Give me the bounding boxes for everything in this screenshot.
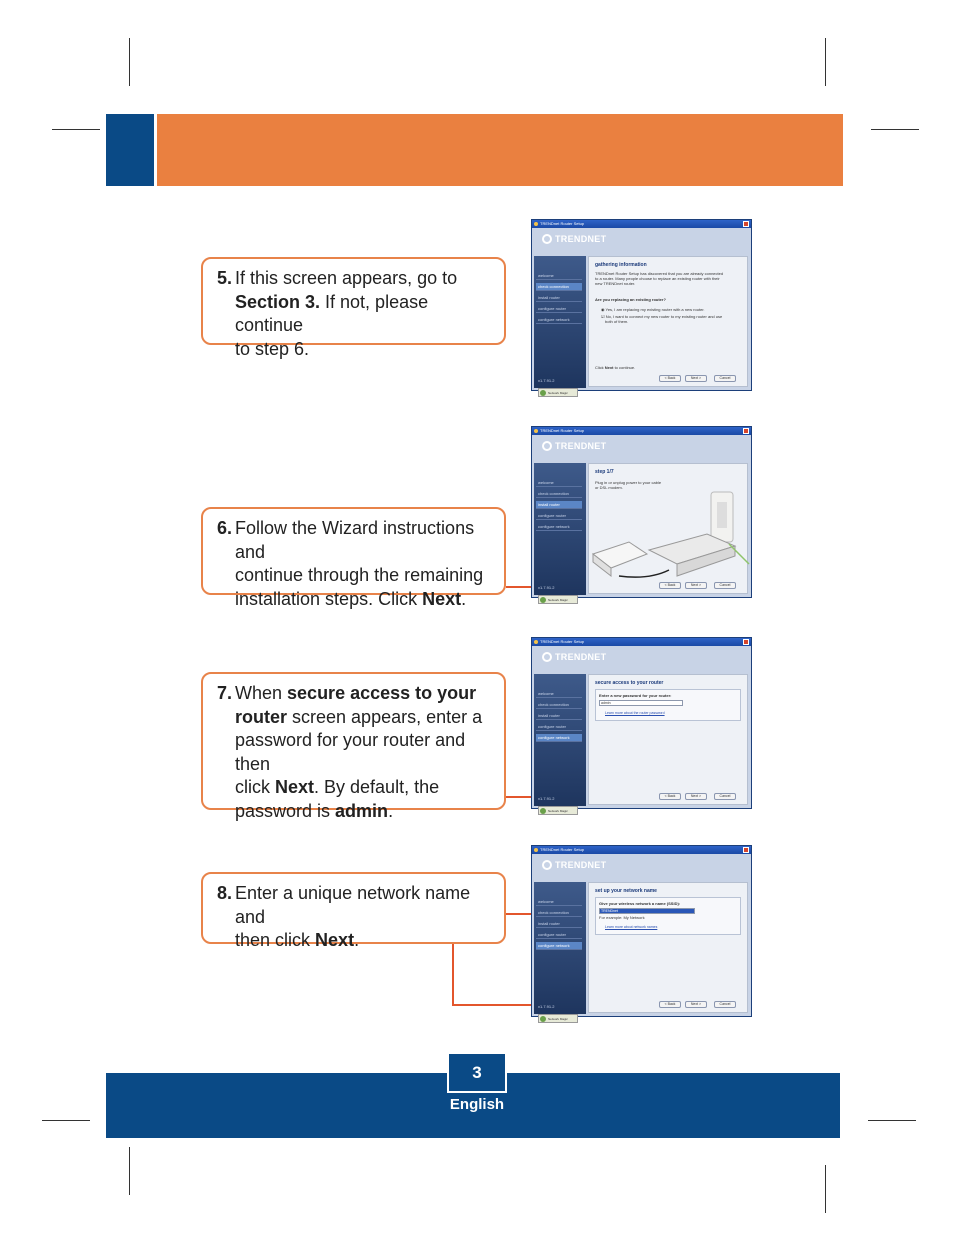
sidebar-item: configure router bbox=[536, 931, 582, 939]
crop-mark bbox=[129, 1147, 130, 1195]
screenshot-step-1-of-7 bbox=[531, 426, 752, 602]
step-run: If this screen appears, go to bbox=[235, 268, 458, 288]
step-5-callout bbox=[201, 257, 506, 359]
step-run: . bbox=[461, 588, 467, 609]
step-text bbox=[235, 267, 494, 291]
window-title: TRENDnet Router Setup bbox=[540, 221, 585, 226]
step-run: password is bbox=[235, 800, 336, 821]
modem-router-illustration bbox=[589, 484, 749, 594]
app-icon bbox=[534, 222, 538, 226]
sidebar-item: install router bbox=[536, 294, 582, 302]
password-label bbox=[599, 693, 671, 698]
trendnet-logo bbox=[542, 860, 606, 870]
sidebar-item: configure router bbox=[536, 723, 582, 731]
app-icon bbox=[534, 640, 538, 644]
step-emphasis: router bbox=[235, 706, 288, 727]
ssid-example: For example: My Network bbox=[599, 915, 645, 920]
step-text bbox=[235, 776, 494, 800]
step-run: password for your router and then bbox=[235, 730, 466, 774]
step-text-line bbox=[217, 564, 494, 588]
sidebar-item: configure router bbox=[536, 305, 582, 313]
password-label-bold: Enter a new password for your router: bbox=[599, 693, 672, 698]
network-magic-badge: Network Magic bbox=[538, 806, 578, 815]
step-text-line bbox=[217, 338, 494, 362]
logo-text: TRENDNET bbox=[555, 860, 607, 870]
step-number bbox=[217, 776, 235, 800]
title-bar bbox=[532, 638, 751, 646]
back-button[interactable]: < Back bbox=[659, 375, 681, 382]
screen-heading: secure access to your router bbox=[595, 680, 664, 686]
step-8-callout bbox=[201, 872, 506, 950]
close-icon[interactable] bbox=[743, 221, 749, 227]
wizard-sidebar bbox=[534, 882, 586, 1021]
wizard-main bbox=[588, 674, 748, 805]
question-bold: Are you replacing an existing router? bbox=[595, 297, 666, 302]
window-title: TRENDnet Router Setup bbox=[540, 428, 585, 433]
step-number bbox=[217, 338, 235, 362]
next-button[interactable]: Next > bbox=[685, 375, 707, 382]
sidebar-item: check connection bbox=[536, 283, 582, 291]
step-text-line bbox=[217, 517, 494, 564]
back-button[interactable]: < Back bbox=[659, 582, 681, 589]
step-text bbox=[235, 517, 494, 564]
step-run: installation steps. Click bbox=[235, 588, 423, 609]
cancel-button[interactable]: Cancel bbox=[714, 582, 736, 589]
screen-heading: gathering information bbox=[595, 262, 647, 268]
step-emphasis: Next bbox=[422, 588, 462, 609]
logo-text: TRENDNET bbox=[555, 441, 607, 451]
step-text-line bbox=[217, 588, 494, 612]
sidebar-item: install router bbox=[536, 920, 582, 928]
continue-bold: Next bbox=[604, 365, 614, 370]
crop-mark bbox=[868, 1120, 916, 1121]
sidebar-item: check connection bbox=[536, 490, 582, 498]
step-number bbox=[217, 291, 235, 338]
version-label: v1.7.91.2 bbox=[538, 378, 555, 383]
step-emphasis: Next bbox=[315, 930, 355, 950]
sidebar-item: configure router bbox=[536, 512, 582, 520]
crop-mark bbox=[871, 129, 919, 130]
version-label: v1.7.91.2 bbox=[538, 796, 555, 801]
crop-mark bbox=[129, 38, 130, 86]
sidebar-item: check connection bbox=[536, 909, 582, 917]
wizard-main bbox=[588, 256, 748, 387]
step-number: 8. bbox=[217, 883, 233, 903]
window-title: TRENDnet Router Setup bbox=[540, 639, 585, 644]
step-number: 7. bbox=[217, 683, 233, 703]
screenshot-gathering-information bbox=[531, 219, 752, 395]
network-name-help-link[interactable]: Learn more about network names bbox=[605, 925, 658, 929]
close-icon[interactable] bbox=[743, 428, 749, 434]
back-button[interactable]: < Back bbox=[659, 793, 681, 800]
sidebar-item: check connection bbox=[536, 701, 582, 709]
connector-line-step-8-down bbox=[452, 944, 454, 1005]
screenshot-secure-access bbox=[531, 637, 752, 813]
sidebar-item: welcome bbox=[536, 479, 582, 487]
step-text bbox=[235, 800, 494, 824]
logo-ring-icon bbox=[542, 652, 552, 662]
title-bar bbox=[532, 220, 751, 228]
logo-ring-icon bbox=[542, 441, 552, 451]
step-run: to step 6. bbox=[235, 338, 310, 359]
sidebar-item: configure network bbox=[536, 316, 582, 324]
sidebar-item: welcome bbox=[536, 898, 582, 906]
language-label: English bbox=[449, 1096, 505, 1113]
step-run: When bbox=[235, 683, 288, 703]
trendnet-logo bbox=[542, 441, 606, 451]
step-emphasis: admin bbox=[335, 800, 389, 821]
header-orange-band bbox=[157, 114, 843, 186]
wizard-sidebar bbox=[534, 463, 586, 602]
app-icon bbox=[534, 429, 538, 433]
ssid-input[interactable]: TRENDnet bbox=[599, 908, 695, 914]
step-run: If not, please continue bbox=[235, 291, 429, 335]
next-button[interactable]: Next > bbox=[685, 793, 707, 800]
step-emphasis: Next bbox=[275, 777, 315, 797]
continue-text bbox=[595, 365, 635, 370]
question-text bbox=[595, 297, 666, 302]
close-icon[interactable] bbox=[743, 639, 749, 645]
continue-post: to continue. bbox=[613, 365, 636, 370]
window-title: TRENDnet Router Setup bbox=[540, 847, 585, 852]
step-text bbox=[235, 882, 494, 929]
step-text bbox=[235, 706, 494, 730]
step-number bbox=[217, 588, 235, 612]
logo-text: TRENDNET bbox=[555, 234, 607, 244]
wizard-main bbox=[588, 882, 748, 1013]
step-7-callout bbox=[201, 672, 506, 821]
sidebar-item: configure network bbox=[536, 523, 582, 531]
logo-ring-icon bbox=[542, 860, 552, 870]
step-text-line bbox=[217, 882, 494, 929]
step-text-line bbox=[217, 682, 494, 706]
option-no: ☑ No, I want to connect my new router to my existing router and use bbox=[601, 314, 723, 319]
step-number bbox=[217, 564, 235, 588]
step-number bbox=[217, 929, 235, 953]
sidebar-item: install router bbox=[536, 712, 582, 720]
step-text-line bbox=[217, 800, 494, 824]
step-instruction: or DSL modem. bbox=[595, 485, 623, 490]
screen-heading: set up your network name bbox=[595, 888, 657, 894]
next-button[interactable]: Next > bbox=[685, 582, 707, 589]
version-label: v1.7.91.2 bbox=[538, 585, 555, 590]
app-icon bbox=[534, 848, 538, 852]
ssid-label bbox=[599, 901, 680, 906]
step-number: 5. bbox=[217, 268, 233, 288]
step-text-line bbox=[217, 267, 494, 291]
step-number bbox=[217, 800, 235, 824]
step-text bbox=[235, 291, 494, 338]
title-bar bbox=[532, 846, 751, 854]
page-number: 3 bbox=[447, 1052, 507, 1093]
step-text-line bbox=[217, 776, 494, 800]
sidebar-item: install router bbox=[536, 501, 582, 509]
screen-heading: step 1/7 bbox=[595, 469, 614, 475]
step-run: continue through the remaining bbox=[235, 565, 484, 585]
version-label: v1.7.91.2 bbox=[538, 1004, 555, 1009]
step-text bbox=[235, 729, 494, 776]
step-instruction: Plug in or unplug power to your cable bbox=[595, 480, 662, 485]
step-number bbox=[217, 706, 235, 730]
network-magic-badge: Network Magic bbox=[538, 388, 578, 397]
step-run: . bbox=[354, 930, 360, 950]
step-text bbox=[235, 338, 494, 362]
trendnet-logo bbox=[542, 234, 606, 244]
intro-text: TRENDnet Router Setup has discovered that you are already connected bbox=[595, 271, 724, 276]
option-yes: ◉ Yes, I am replacing my existing router with a new router. bbox=[601, 307, 705, 312]
password-input[interactable]: admin bbox=[599, 700, 683, 706]
sidebar-item: configure network bbox=[536, 942, 582, 950]
close-icon[interactable] bbox=[743, 847, 749, 853]
step-text-line bbox=[217, 291, 494, 338]
option-no-cont: both of them. bbox=[605, 319, 629, 324]
logo-text: TRENDNET bbox=[555, 652, 607, 662]
trendnet-logo bbox=[542, 652, 606, 662]
step-number: 6. bbox=[217, 518, 233, 538]
crop-mark bbox=[825, 1165, 826, 1213]
step-number bbox=[217, 729, 235, 776]
title-bar bbox=[532, 427, 751, 435]
step-run: Enter a unique network name and bbox=[235, 883, 471, 927]
step-text bbox=[235, 929, 494, 953]
intro-text: to a router. Many people choose to replace an existing router with their bbox=[595, 276, 720, 281]
cancel-button[interactable]: Cancel bbox=[714, 1001, 736, 1008]
step-text bbox=[235, 564, 494, 588]
logo-ring-icon bbox=[542, 234, 552, 244]
step-text-line bbox=[217, 706, 494, 730]
step-run: . By default, the bbox=[314, 777, 440, 797]
back-button[interactable]: < Back bbox=[659, 1001, 681, 1008]
crop-mark bbox=[825, 38, 826, 86]
step-run: screen appears, enter a bbox=[287, 706, 483, 727]
screenshot-network-name bbox=[531, 845, 752, 1021]
intro-text: new TRENDnet router. bbox=[595, 281, 636, 286]
step-emphasis: secure access to your bbox=[287, 683, 477, 703]
cancel-button[interactable]: Cancel bbox=[714, 375, 736, 382]
sidebar-item: welcome bbox=[536, 272, 582, 280]
continue-pre: Click bbox=[595, 365, 605, 370]
step-text bbox=[235, 588, 494, 612]
network-magic-badge: Network Magic bbox=[538, 595, 578, 604]
crop-mark bbox=[52, 129, 100, 130]
step-run: . bbox=[388, 800, 394, 821]
sidebar-item: configure network bbox=[536, 734, 582, 742]
next-button[interactable]: Next > bbox=[685, 1001, 707, 1008]
wizard-sidebar bbox=[534, 674, 586, 813]
wizard-main bbox=[588, 463, 748, 594]
step-run: click bbox=[235, 777, 275, 797]
crop-mark bbox=[42, 1120, 90, 1121]
sidebar-item: welcome bbox=[536, 690, 582, 698]
cancel-button[interactable]: Cancel bbox=[714, 793, 736, 800]
step-text-line bbox=[217, 729, 494, 776]
password-help-link[interactable]: Learn more about the router password bbox=[605, 711, 665, 715]
step-emphasis: Section 3. bbox=[235, 291, 321, 312]
step-run: then click bbox=[235, 930, 316, 950]
ssid-label-bold: Give your wireless network a name (SSID): bbox=[599, 901, 681, 906]
step-run: Follow the Wizard instructions and bbox=[235, 518, 475, 562]
step-text bbox=[235, 682, 494, 706]
wizard-sidebar bbox=[534, 256, 586, 395]
header-blue-block bbox=[106, 114, 154, 186]
network-magic-badge: Network Magic bbox=[538, 1014, 578, 1023]
step-6-callout bbox=[201, 507, 506, 609]
